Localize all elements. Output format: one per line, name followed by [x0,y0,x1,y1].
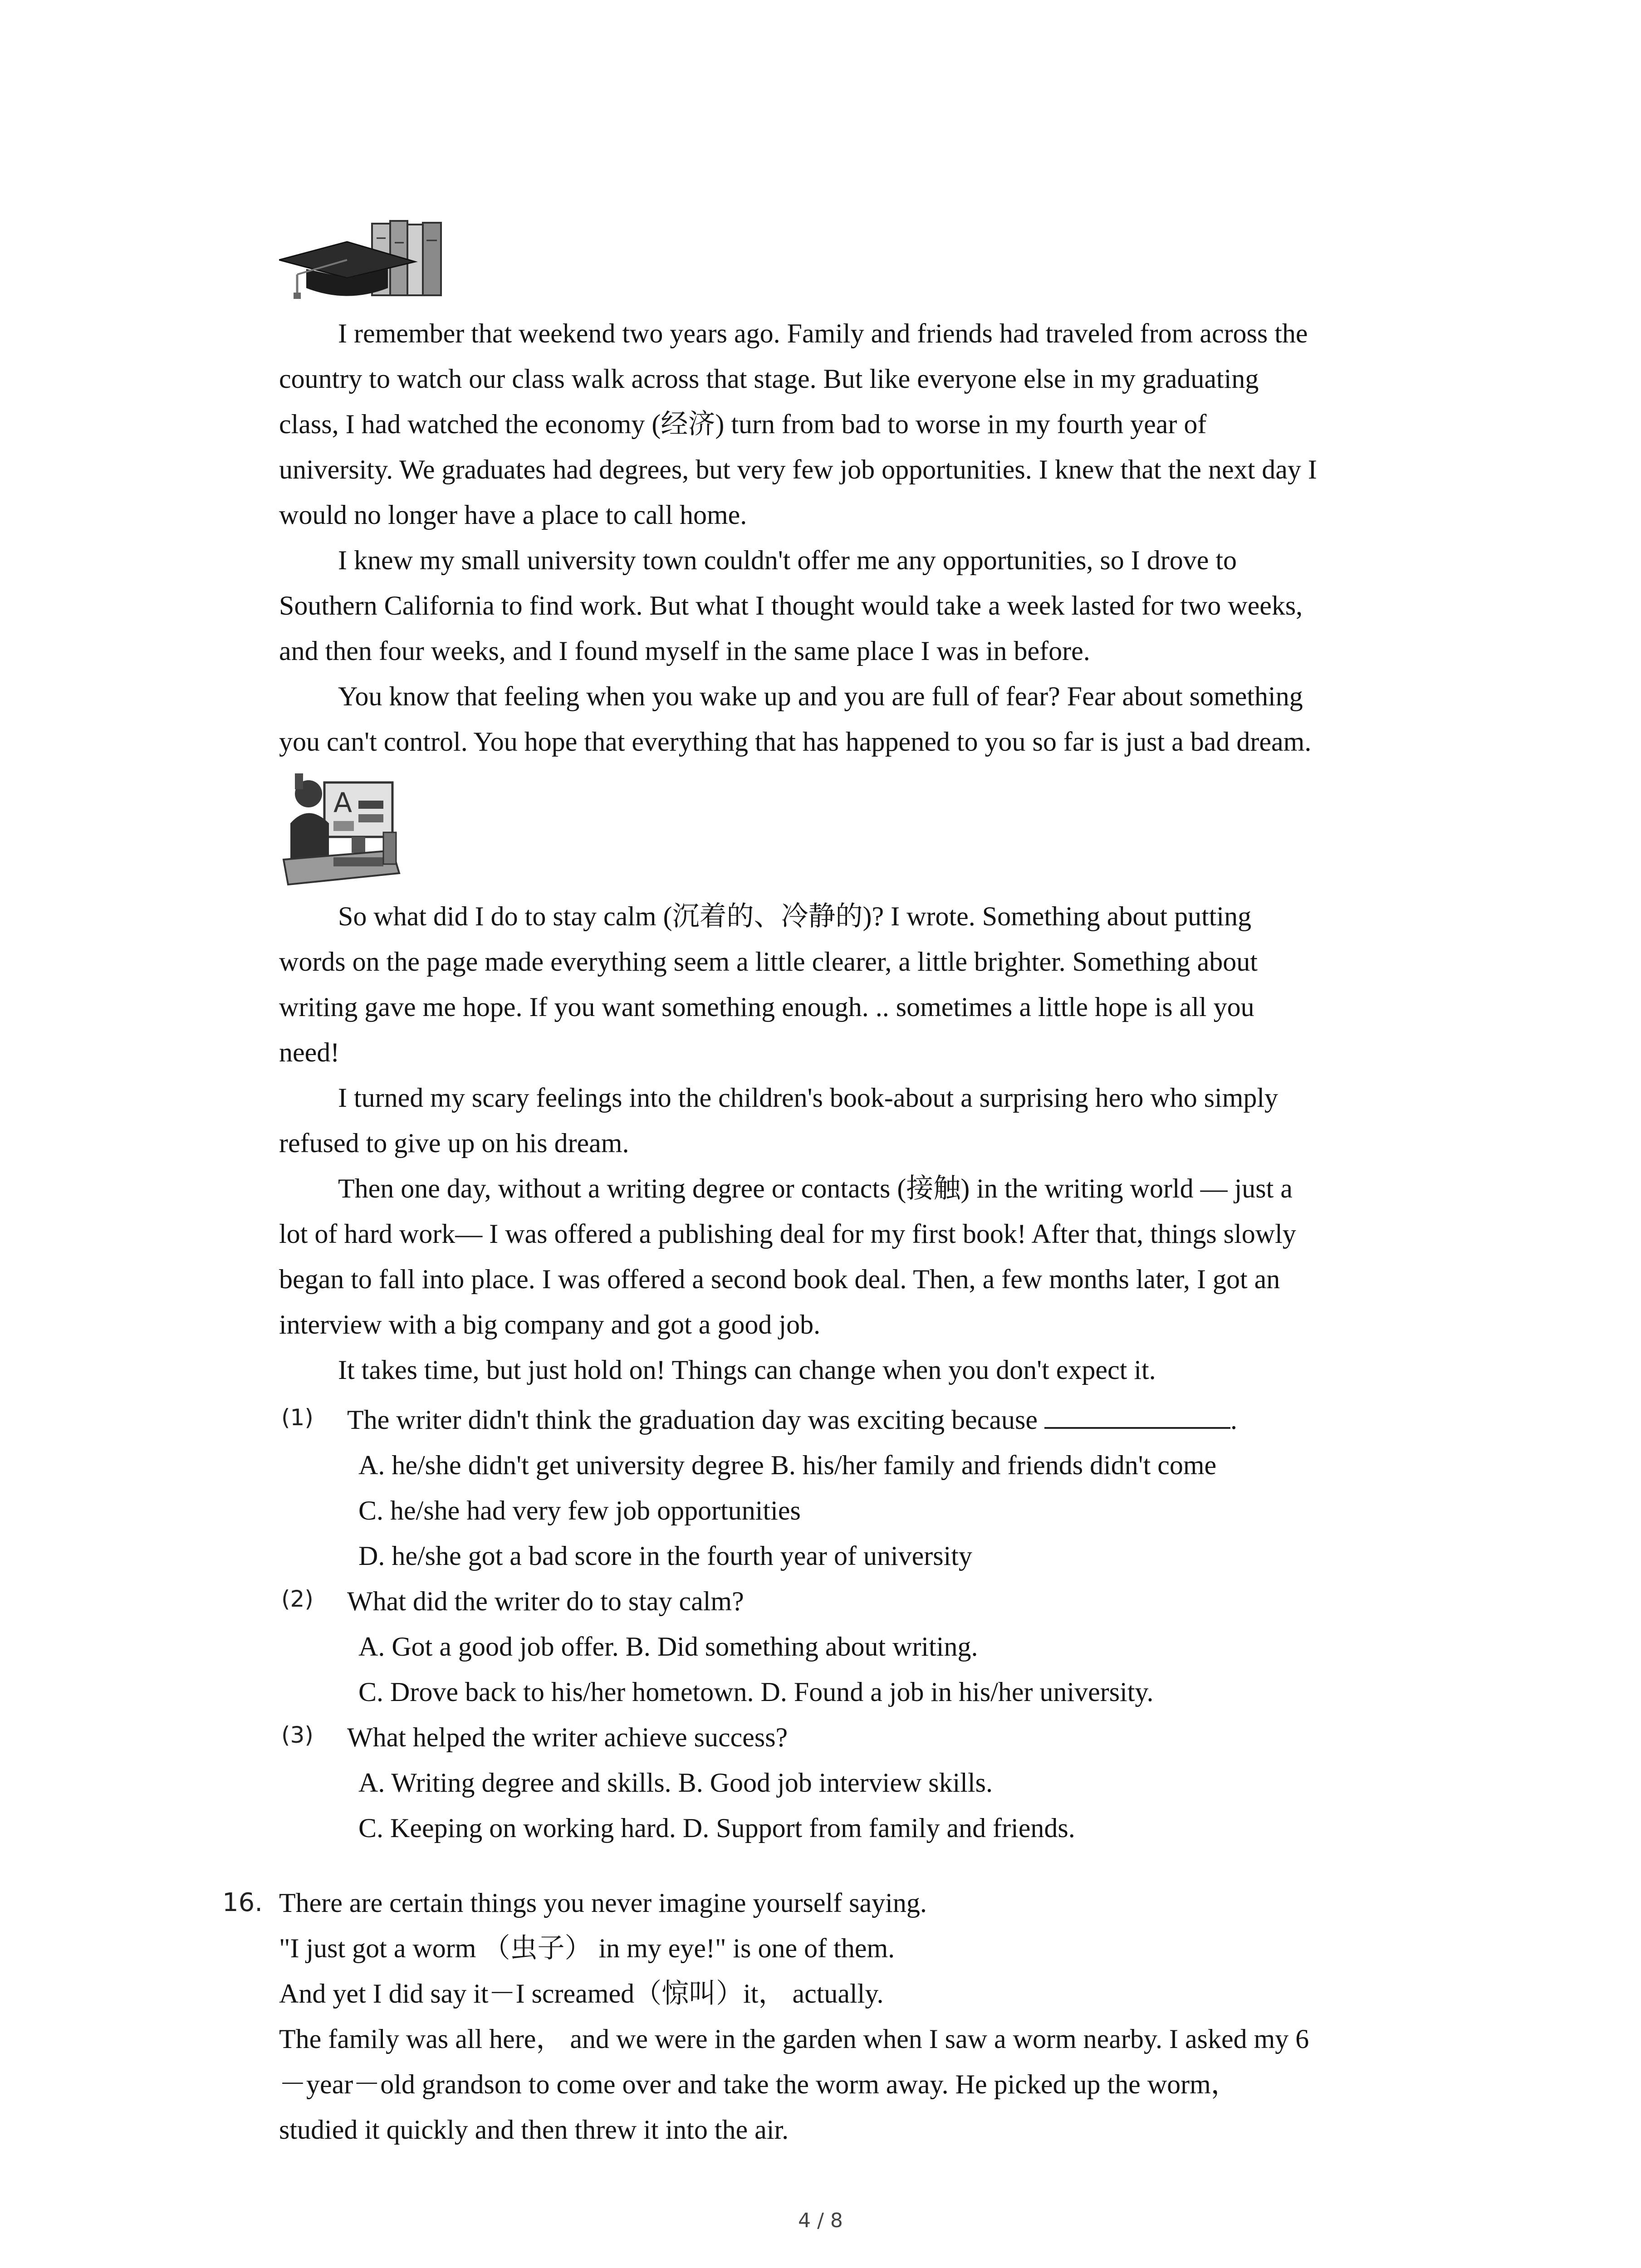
passage-line: writing gave me hope. If you want something enough. .. sometimes a little hope is all you [279,992,1254,1022]
passage-line: would no longer have a place to call home. [279,500,747,530]
q16-line: －year－old grandson to come over and take the worm away. He picked up the worm， [279,2069,1238,2099]
passage-line: class, I had watched the economy (经济) turn from bad to worse in my fourth year of [279,409,1207,439]
passage-line: began to fall into place. I was offered a second book deal. Then, a few months later, I got an [279,1264,1280,1294]
passage-line: So what did I do to stay calm (沉着的、冷静的)? I wrote. Something about putting [338,901,1252,931]
passage-line: I turned my scary feelings into the children's book-about a surprising hero who simply [338,1083,1279,1113]
passage-line: I knew my small university town couldn't offer me any opportunities, so I drove to [338,545,1237,575]
question-number: (3) [281,1722,314,1748]
passage-line: It takes time, but just hold on! Things can change when you don't expect it. [338,1355,1156,1385]
answer-option: C. Keeping on working hard. D. Support from family and friends. [358,1813,1075,1843]
question-stem-text: The writer didn't think the graduation day was exciting because [347,1405,1038,1435]
q16-line: And yet I did say it－I screamed（惊叫）it， actually. [279,1979,884,2009]
question-stem: What did the writer do to stay calm? [347,1586,744,1616]
q16-line: There are certain things you never imagine yourself saying. [279,1888,927,1918]
svg-text:A: A [333,787,353,819]
answer-option: C. Drove back to his/her hometown. D. Found a job in his/her university. [358,1677,1154,1707]
page-number: 4 / 8 [798,2209,843,2232]
answer-option: D. he/she got a bad score in the fourth year of university [358,1541,972,1571]
question-stem-end: . [1230,1405,1238,1435]
question-stem: What helped the writer achieve success? [347,1722,788,1752]
passage-line: lot of hard work— I was offered a publishing deal for my first book! After that, things slowly [279,1219,1296,1249]
answer-blank [1044,1404,1230,1429]
q16-line: The family was all here， and we were in the garden when I saw a worm nearby. I asked my 6 [279,2024,1309,2054]
passage-line: interview with a big company and got a good job. [279,1310,821,1339]
q16-line: "I just got a worm （虫子） in my eye!" is one of them. [279,1933,895,1963]
passage-line: You know that feeling when you wake up and you are full of fear? Fear about something [338,681,1303,711]
question-16-number: 16. [222,1888,263,1917]
question-stem [347,1397,1237,1442]
question-number: (2) [281,1586,314,1612]
passage-line: you can't control. You hope that everything that has happened to you so far is just a bad dream. [279,727,1312,757]
passage-line: I remember that weekend two years ago. Family and friends had traveled from across the [338,318,1308,348]
answer-option: A. Writing degree and skills. B. Good job interview skills. [358,1768,993,1798]
question-number: (1) [281,1404,314,1431]
graduation-cap-books-icon [279,220,449,302]
answer-option: A. he/she didn't get university degree B. his/her family and friends didn't come [358,1450,1217,1480]
passage-line: university. We graduates had degrees, but very few job opportunities. I knew that the next day I [279,455,1317,484]
answer-option: C. he/she had very few job opportunities [358,1496,801,1525]
q16-line: studied it quickly and then threw it into the air. [279,2115,789,2145]
answer-option: A. Got a good job offer. B. Did something about writing. [358,1632,978,1662]
passage-line: Then one day, without a writing degree or contacts (接触) in the writing world — just a [338,1173,1293,1203]
passage-line: words on the page made everything seem a little clearer, a little brighter. Something about [279,947,1258,977]
passage-line: need! [279,1037,340,1067]
passage-line: country to watch our class walk across that stage. But like everyone else in my graduating [279,364,1259,394]
passage-line: Southern California to find work. But what I thought would take a week lasted for two weeks, [279,591,1303,621]
passage-line: refused to give up on his dream. [279,1128,629,1158]
passage-line: and then four weeks, and I found myself in the same place I was in before. [279,636,1090,666]
person-computer-writing-icon [279,769,402,889]
